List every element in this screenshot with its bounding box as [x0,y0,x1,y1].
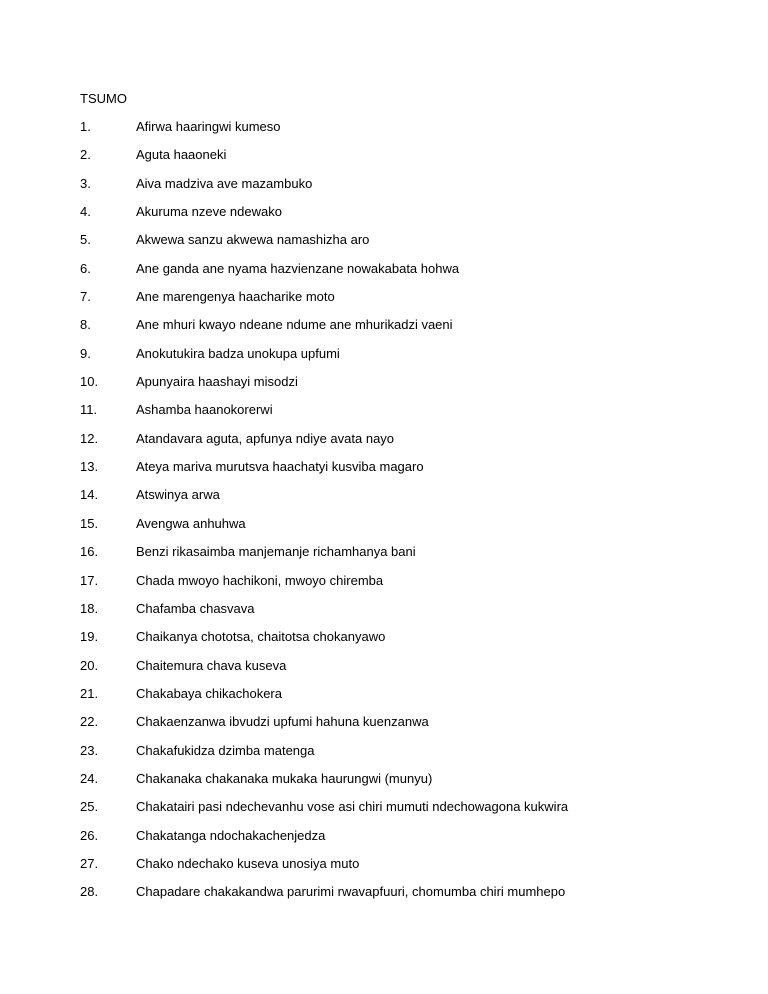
list-item-text: Avengwa anhuhwa [136,515,246,531]
list-item-text: Chako ndechako kuseva unosiya muto [136,855,360,871]
list-item [80,883,740,911]
list-item [80,288,740,316]
list-item [80,515,740,543]
list-item-number: 24. [80,770,99,786]
list-item-text: Benzi rikasaimba manjemanje richamhanya bani [136,544,416,560]
list-item-number: 15. [80,515,99,531]
list-item-number: 8. [80,317,91,333]
list-item-number: 1. [80,119,91,134]
list-item [80,458,740,486]
list-item [80,175,740,203]
list-item-text: Chakafukidza dzimba matenga [136,742,315,758]
list-item-number: 16. [80,544,99,560]
list-item [80,742,740,770]
list-item [80,345,740,373]
list-item [80,572,740,600]
list-item [80,430,740,458]
list-item-text: Atswinya arwa [136,487,220,503]
list-item-number: 21. [80,685,99,701]
list-item-number: 23. [80,742,99,758]
list-item-number: 27. [80,855,99,871]
list-item [80,600,740,628]
list-item-text: Chakanaka chakanaka mukaka haurungwi (munyu) [136,770,433,786]
list-item [80,543,740,571]
list-item [80,373,740,401]
list-item-text: Apunyaira haashayi misodzi [136,374,298,390]
list-item [80,401,740,429]
list-item-text: Chakatanga ndochakachenjedza [136,827,326,843]
list-item [80,231,740,259]
list-item-number: 12. [80,430,99,446]
list-item-text: Chaitemura chava kuseva [136,657,287,673]
list-item-text: Chaikanya chototsa, chaitotsa chokanyawo [136,629,386,645]
list-item-text: Akuruma nzeve ndewako [136,204,282,220]
list-item-number: 25. [80,799,99,815]
list-item-number: 20. [80,657,99,673]
list-item-number: 5. [80,232,91,248]
list-item-number: 17. [80,572,99,588]
list-item-text: Ane ganda ane nyama hazvienzane nowakabata hohwa [136,260,460,276]
list-item-number: 19. [80,629,99,645]
list-item-number: 9. [80,345,91,361]
list-item-number: 10. [80,374,99,390]
list-item [80,316,740,344]
list-item-text: Chafamba chasvava [136,600,255,616]
list-item-number: 13. [80,459,99,475]
document-title: TSUMO [80,91,127,106]
list-item [80,685,740,713]
list-item-text: Chakabaya chikachokera [136,685,282,701]
list-item-text: Ane mhuri kwayo ndeane ndume ane mhurikadzi vaeni [136,317,453,333]
list-item-text: Aiva madziva ave mazambuko [136,175,313,191]
proverb-list [80,118,740,912]
list-item-number: 22. [80,714,99,730]
list-item [80,146,740,174]
list-item-number: 6. [80,260,91,276]
list-item-number: 26. [80,827,99,843]
list-item-number: 3. [80,175,91,191]
list-item-number: 4. [80,204,91,220]
list-item-number: 7. [80,289,91,305]
list-item-text: Ane marengenya haacharike moto [136,289,335,305]
list-item-text: Ateya mariva murutsva haachatyi kusviba magaro [136,459,424,475]
list-item-text: Chada mwoyo hachikoni, mwoyo chiremba [136,572,384,588]
list-item-text: Aguta haaoneki [136,147,227,163]
list-item [80,486,740,514]
list-item [80,260,740,288]
list-item-text: Ashamba haanokorerwi [136,402,273,418]
list-item-number: 28. [80,884,99,900]
list-item-text: Akwewa sanzu akwewa namashizha aro [136,232,370,248]
list-item [80,628,740,656]
list-item-number: 18. [80,600,99,616]
list-item-number: 2. [80,147,91,163]
list-item [80,770,740,798]
list-item [80,855,740,883]
list-item-text: Anokutukira badza unokupa upfumi [136,345,340,361]
list-item [80,713,740,741]
list-item-number: 11. [80,402,98,418]
list-item-text: Chakatairi pasi ndechevanhu vose asi chiri mumuti ndechowagona kukwira [136,799,569,815]
list-item [80,203,740,231]
list-item-text: Chapadare chakakandwa parurimi rwavapfuuri, chomumba chiri mumhepo [136,884,566,900]
list-item-text: Atandavara aguta, apfunya ndiye avata nayo [136,430,395,446]
list-item [80,798,740,826]
list-item-number: 14. [80,487,99,503]
list-item [80,827,740,855]
list-item-text: Chakaenzanwa ibvudzi upfumi hahuna kuenzanwa [136,714,429,730]
list-item [80,118,740,146]
list-item [80,657,740,685]
list-item-text: Afirwa haaringwi kumeso [136,119,281,134]
